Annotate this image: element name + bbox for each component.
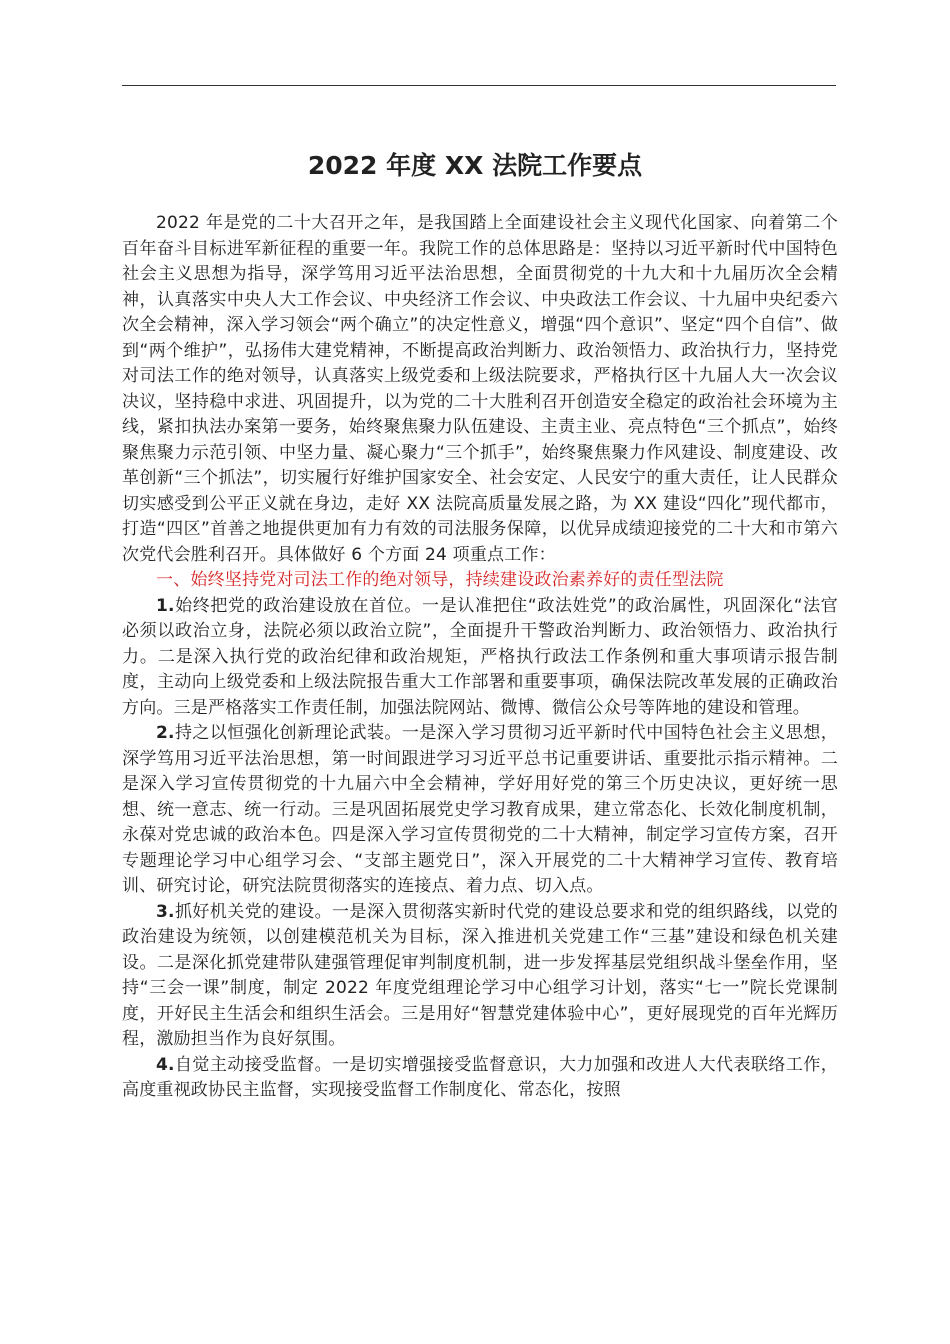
item-text: 持之以恒强化创新理论武装。一是深入学习贯彻习近平新时代中国特色社会主义思想，深学笃用习近平法治思想，第一时间跟进学习习近平总书记重要讲话、重要批示指示精神。二是深入学习宣传贯彻党的十九届六中全会精神，学好用好党的第三个历史决议，更好统一思想、统一意志、统一行动。三是巩固拓展党史学习教育成果，建立常态化、长效化制度机制，永葆对党忠诚的政治本色。四是深入学习宣传贯彻党的二十大精神，制定学习宣传方案，召开专题理论学习中心组学习会、“支部主题党日”，深入开展党的二十大精神学习宣传、教育培训、研究讨论，研究法院贯彻落实的连接点、着力点、切入点。 xyxy=(122,723,838,896)
list-item xyxy=(122,900,838,1053)
item-text: 抓好机关党的建设。一是深入贯彻落实新时代党的建设总要求和党的组织路线，以党的政治建设为统领，以创建模范机关为目标，深入推进机关党建工作“三基”建设和绿色机关建设。二是深化抓党建带队建强管理促审判制度机制，进一步发挥基层党组织战斗堡垒作用，坚持“三会一课”制度，制定 2022 年度党组理论学习中心组学习计划，落实“七一”院长党课制度，开好民主生活会和组织生活会。三是用好“智慧党建体验中心”，更好展现党的百年光辉历程，激励担当作为良好氛围。 xyxy=(122,901,838,1049)
list-item xyxy=(122,594,838,722)
document-body xyxy=(122,211,838,1104)
item-number: 4. xyxy=(156,1054,175,1075)
list-item xyxy=(122,721,838,900)
list-item xyxy=(122,1053,838,1104)
section-heading: 一、始终坚持党对司法工作的绝对领导，持续建设政治素养好的责任型法院 xyxy=(156,570,724,590)
page-title: 2022 年度 XX 法院工作要点 xyxy=(307,151,643,180)
item-number: 2. xyxy=(156,723,175,743)
item-text: 自觉主动接受监督。一是切实增强接受监督意识，大力加强和改进人大代表联络工作，高度重视政协民主监督，实现接受监督工作制度化、常态化，按照 xyxy=(122,1054,838,1100)
intro-paragraph: 2022 年是党的二十大召开之年，是我国踏上全面建设社会主义现代化国家、向着第二个百年奋斗目标进军新征程的重要一年。我院工作的总体思路是：坚持以习近平新时代中国特色社会主义思想为指导，深学笃用习近平法治思想，全面贯彻党的十九大和十九届历次全会精神，认真落实中央人大工作会议、中央经济工作会议、中央政法工作会议、十九届中央纪委六次全会精神，深入学习领会“两个确立”的决定性意义，增强“四个意识”、坚定“四个自信”、做到“两个维护”，弘扬伟大建党精神，不断提高政治判断力、政治领悟力、政治执行力，坚持党对司法工作的绝对领导，认真落实上级党委和上级法院要求，严格执行区十九届人大一次会议决议，坚持稳中求进、巩固提升，以为党的二十大胜利召开创造安全稳定的政治社会环境为主线，紧扣执法办案第一要务，始终聚焦聚力队伍建设、主责主业、亮点特色“三个抓点”，始终聚焦聚力示范引领、中坚力量、凝心聚力“三个抓手”，始终聚焦聚力作风建设、制度建设、改革创新“三个抓法”，切实履行好维护国家安全、社会安定、人民安宁的重大责任，让人民群众切实感受到公平正义就在身边，走好 XX 法院高质量发展之路，为 XX 建设“四化”现代都市，打造“四区”首善之地提供更加有力有效的司法服务保障，以优异成绩迎接党的二十大和市第六次党代会胜利召开。具体做好 6 个方面 24 项重点工作： xyxy=(122,213,838,565)
item-text: 始终把党的政治建设放在首位。一是认准把住“政法姓党”的政治属性，巩固深化“法官必须以政治立身，法院必须以政治立院”，全面提升干警政治判断力、政治领悟力、政治执行力。二是深入执行党的政治纪律和政治规矩，严格执行政法工作条例和重大事项请示报告制度，主动向上级党委和上级法院报告重大工作部署和重要事项，确保法院改革发展的正确政治方向。三是严格落实工作责任制，加强法院网站、微博、微信公众号等阵地的建设和管理。 xyxy=(122,595,838,718)
item-number: 3. xyxy=(156,901,175,922)
header-rule xyxy=(122,85,836,86)
item-number: 1. xyxy=(156,595,175,616)
